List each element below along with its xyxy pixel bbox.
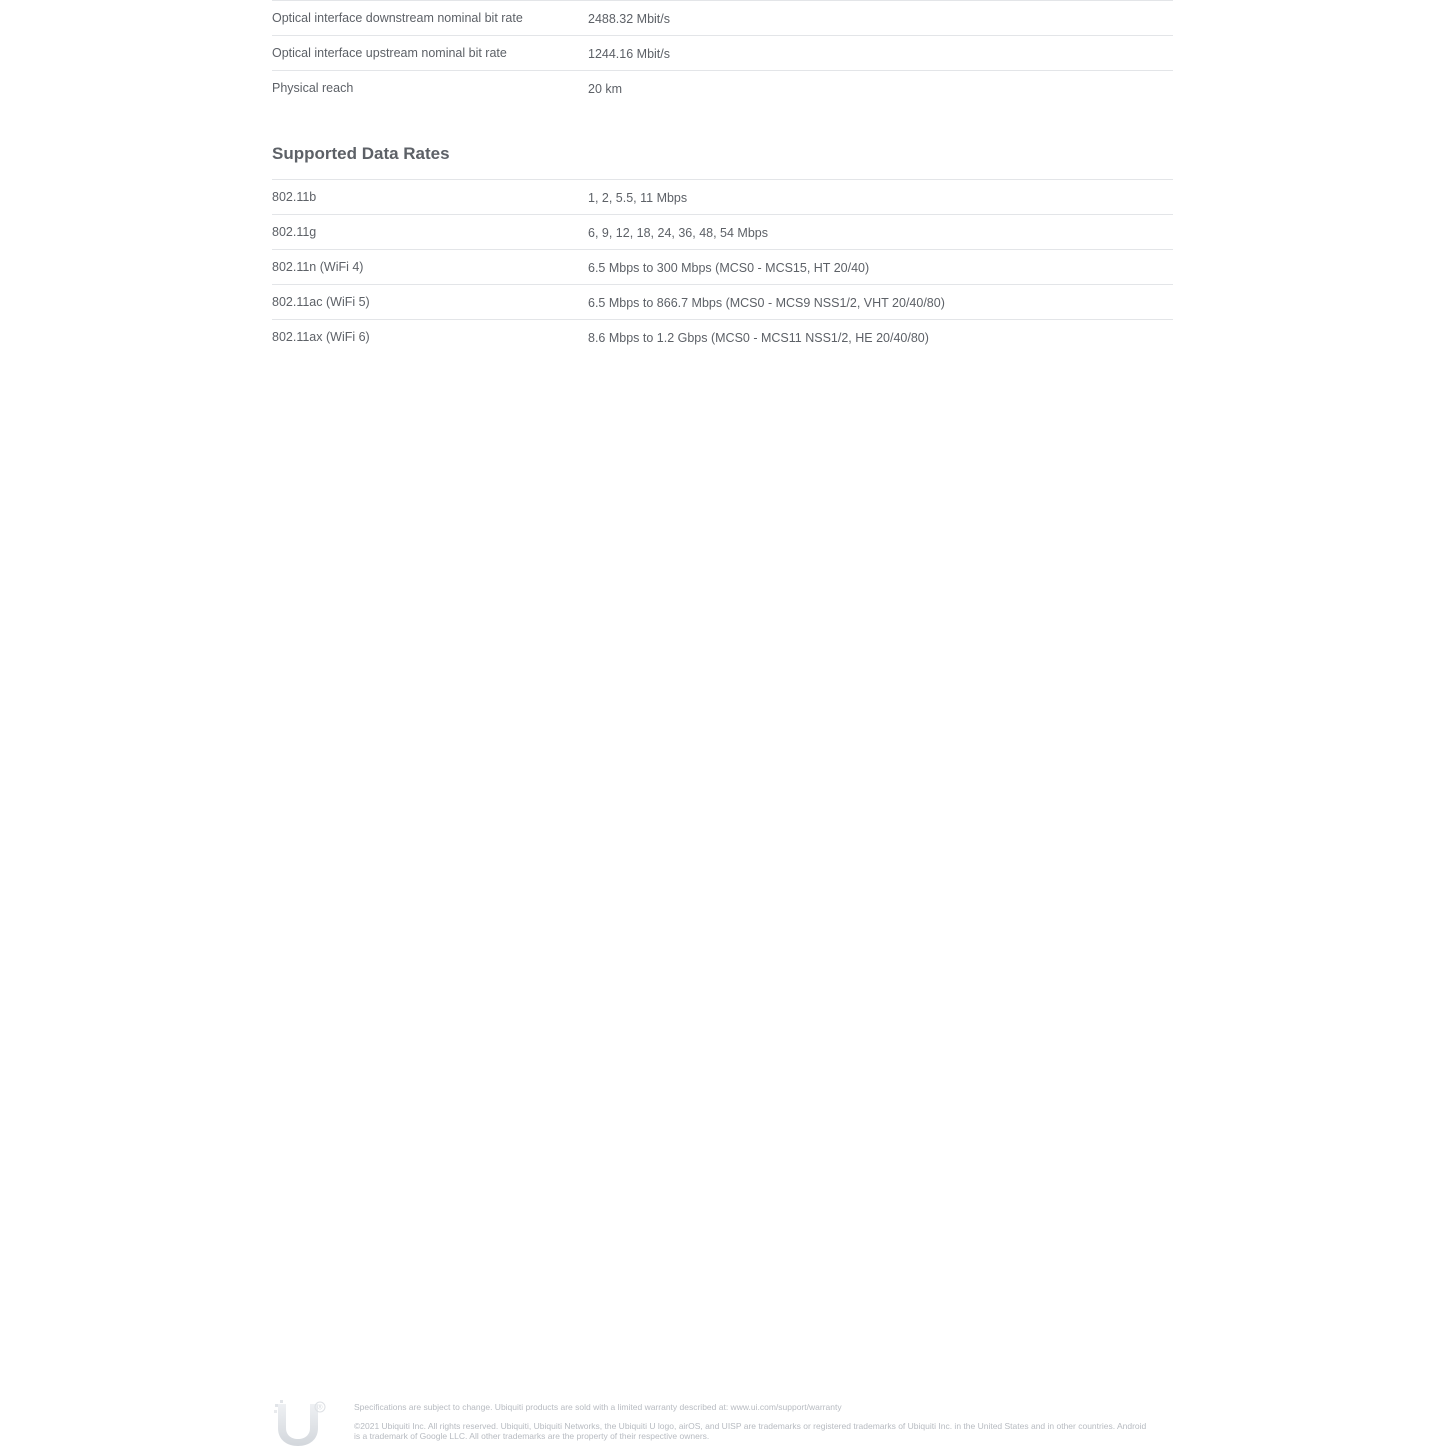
spec-label: Physical reach <box>272 81 354 95</box>
spec-value: 6.5 Mbps to 866.7 Mbps (MCS0 - MCS9 NSS1/2, VHT 20/40/80) <box>588 285 1173 320</box>
table-row <box>272 180 1173 215</box>
ubiquiti-u-logo-icon <box>272 1400 326 1446</box>
page-footer <box>272 1398 1173 1446</box>
table-row <box>272 320 1173 355</box>
table-row <box>272 36 1173 71</box>
table-row <box>272 250 1173 285</box>
warranty-notice: Specifications are subject to change. Ubiquiti products are sold with a limited warranty described at: www.ui.com/support/warranty <box>354 1402 842 1412</box>
table-row <box>272 71 1173 106</box>
spec-label: 802.11ax (WiFi 6) <box>272 330 370 344</box>
table-row <box>272 1 1173 36</box>
spec-label: Optical interface downstream nominal bit rate <box>272 1 588 36</box>
spec-label: 802.11g <box>272 215 588 250</box>
table-row <box>272 215 1173 250</box>
spec-label: Optical interface upstream nominal bit rate <box>272 36 588 71</box>
spec-value: 1244.16 Mbit/s <box>588 36 1173 71</box>
footer-disclaimer <box>354 1402 1154 1450</box>
spec-value: 6, 9, 12, 18, 24, 36, 48, 54 Mbps <box>588 215 1173 250</box>
spec-value: 20 km <box>588 82 623 96</box>
spec-value: 2488.32 Mbit/s <box>588 1 1173 36</box>
optical-spec-table <box>272 0 1173 106</box>
copyright-notice: ©2021 Ubiquiti Inc. All rights reserved. Ubiquiti, Ubiquiti Networks, the Ubiquiti U logo, airOS, and UISP are trademarks or registered trademarks of Ubiquiti Inc. in the United States and in other countries. Android is a trademark of Google LLC. All other trademarks are the property of their respective owners. <box>354 1421 1147 1441</box>
spec-value: 6.5 Mbps to 300 Mbps (MCS0 - MCS15, HT 20/40) <box>588 250 1173 285</box>
table-row <box>272 285 1173 320</box>
section-title-supported-data-rates: Supported Data Rates <box>272 144 450 163</box>
spec-label: 802.11b <box>272 180 588 215</box>
spec-label: 802.11n (WiFi 4) <box>272 250 588 285</box>
optical-spec-section <box>272 0 1173 106</box>
spec-value: 1, 2, 5.5, 11 Mbps <box>588 180 1173 215</box>
spec-value: 8.6 Mbps to 1.2 Gbps (MCS0 - MCS11 NSS1/2, HE 20/40/80) <box>588 331 929 345</box>
registered-mark: ® <box>317 1404 323 1412</box>
spec-label: 802.11ac (WiFi 5) <box>272 285 588 320</box>
data-rates-section <box>272 179 1173 355</box>
data-rates-table <box>272 179 1173 355</box>
